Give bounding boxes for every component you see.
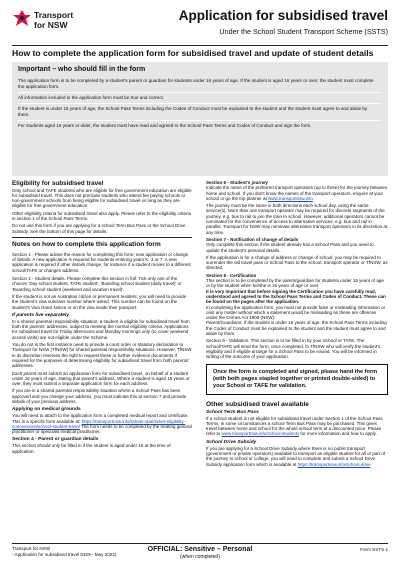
- section-2-visa-note: If the student is not an Australian citizen or permanent resident, you will need to provide the student's visa subclass number where asked. This number can be found on the student's Visa Grant Notice or on the visa inside their passport.: [12, 293, 187, 310]
- eligibility-para-1: Only school and TAFE students who are eligible for free government education are eligible for subsidised travel. This does not preclude students who attend fee paying schools or non-government schools from being eligible for subsidised travel so long as they are eligible for free government education.: [12, 187, 192, 209]
- separate-parents-para-2: You do not in the first instance need to provide a court order or statutory declaration to Transport for NSW (TfNSW) for shared parental responsibility situations. However, TfNSW in its discretion reserves the right to request these or further evidence documents if required for the purposes of determining eligibility for subsidised travel from both parents' addresses.: [12, 342, 192, 369]
- school-students-link[interactable]: www.transportnsw.info/school-students: [221, 431, 300, 437]
- section-8-para-2: It is very important that before signing the Certification you have carefully read, understood and agreed to the School Pass Terms and Codes of Conduct. These can be found on the pages after the application.: [206, 288, 386, 305]
- document-subtitle: Under the School Student Transport Scheme (SSTS): [219, 27, 388, 36]
- medical-grounds-title: Applying on medical grounds: [12, 407, 81, 413]
- classification-note: (when completed): [180, 554, 220, 560]
- medical-form-link[interactable]: https://transportnsw.info/tickets-opal/ticket-eligibility-concessions/school-student-travel: [12, 418, 186, 429]
- separate-parents-para-3: Each parent must submit an application form for subsidised travel, on behalf of a student under 16 years of age, stating that parent's address. Where a student is aged 16 years or over, they must submit a separate application form for each address.: [12, 370, 190, 387]
- section-9-note: Section 9 - Validation. This section is to be filled in by your School or TAFE. The School/TAFE will send the form, once completed, to TfNSW who will verify the student's eligibility and if eligible arrange for a School Pass to be issued. You will be informed in writing of the outcome of your application.: [206, 338, 381, 360]
- important-para-2: All information included in the application form must be true and correct.: [18, 95, 165, 100]
- section-7-para-1: Only complete this section if the student already has a School Pass and you need to update the student's personal details.: [206, 242, 374, 253]
- separate-parents-title: If parents live separately: [12, 312, 70, 318]
- divider: [18, 120, 380, 121]
- section-4-note: This section should only be filled in if the student is aged under 16 at the time of application.: [12, 443, 171, 454]
- section-4-title: Section 4 - Parent or guardian details: [12, 437, 99, 443]
- section-8-para-3: In completing the application form, you must not provide false or misleading information or omit any matter without which a statement would be misleading as these are offences under the Crimes Act 1900 (NSW).: [206, 304, 386, 321]
- divider: [18, 92, 380, 93]
- school-drive-link[interactable]: https://transportnsw.info/school-drive: [297, 461, 371, 467]
- separate-parents-para-4: If you are in a shared parental responsibility situation where a School Pass has been approved and you change your address, you must indicate this at section 7 and provide details of your previous address.: [12, 388, 187, 404]
- important-para-4: For students aged 16 years or older, the student must have read and agreed to the School Pass Terms and Codes of Conduct and sign the form.: [18, 123, 312, 128]
- medical-grounds-para: You will need to attach to the application form a completed medical report and certificate. This is a specific form available at: https://transportnsw.info/tickets-opal/ticket-eligibility-concessions/school-student-travel The form needs to be completed by the treating general practitioner or specialist medical practitioner.: [12, 413, 192, 435]
- eligibility-title: Eligibility for subsidised travel: [12, 180, 104, 187]
- classification-label: OFFICIAL: Sensitive – Personal: [147, 546, 253, 553]
- important-title: Important – who should fill in the form: [18, 66, 146, 73]
- section-8-para-4: Parent/Guardians: If the student is under 16 years of age, the School Pass Terms including the Codes of Conduct must be explained to the student and the student must agree to and abide by them.: [206, 320, 387, 337]
- section-2-note: Section 2 - Student details. Please complete this section in full. Tick only one of the choices 'Day school student, TAFE student', 'Boarding school student (daily travel)' or 'Boarding school student (weekend and vacation travel)'.: [12, 276, 182, 292]
- document-footer: [12, 546, 388, 562]
- school-drive-subsidy-para: If you are applying for a School Drive Subsidy where there is no public transport (government or private operators) available to transport an eligible student for all or part of the journey to school or college, you will need to complete and submit a School Drive Subsidy application form which is available at https://transportnsw.info/school-drive: [206, 445, 386, 467]
- transport-info-link[interactable]: www.transportnsw.info: [268, 195, 313, 201]
- section-7-para-2: If the application is for a change of address or change of school, you may be required to surrender the old travel pass or School Pass to the school, transport operator or TfNSW, as directed.: [206, 254, 388, 271]
- section-6-para-1: Indicate the name of the preferred transport operators (up to three) for the journey between home and school. If you don't know the names of the transport operators, enquire at your school or go the trip planner at www.transportnsw.info: [206, 185, 388, 201]
- document-header: [12, 8, 388, 48]
- term-bus-pass-para: If a school student is not eligible for subsidised travel under Section 1 of the School Pass Terms, in some circumstances a school Term Bus Pass may be purchased. This gives travel between home and school for the whole school term at a discounted price. Please refer to www.transportnsw.info/school-students for more information and how to apply.: [206, 415, 383, 437]
- important-box: [12, 62, 388, 176]
- section-1-note: Section 1 - Please advise the reason for completing this form: new application or change of details. A new application is required for students entering years K, 3 or 7. A new application is required if other details change, for instance if a student moves to a different school/TAFE or changes address.: [12, 251, 191, 273]
- form-number: Form SSTS 1: [360, 547, 388, 552]
- logo-line-2: for NSW: [34, 20, 68, 30]
- header-rule: [12, 45, 388, 46]
- waratah-icon: [12, 9, 32, 29]
- footer-form-ref: - Application for subsidised travel 5329 - May 2022): [12, 552, 117, 557]
- other-travel-title: Other subsidised travel available: [206, 400, 309, 408]
- section-7-title: Section 7 - Notification of change of details: [206, 236, 299, 242]
- right-column: [206, 180, 388, 467]
- footer-org: Transport for NSW: [12, 546, 51, 551]
- eligibility-para-3: Do not use this form if you are applying for a school Term Bus Pass or the School Drive Subsidy. See the bottom of this page for details.: [12, 223, 186, 234]
- hand-in-callout: Once the form is completed and signed, please hand the form (with both pages stapled together or printed double-sided) to your School or TAFE for validation.: [206, 364, 388, 395]
- divider: [12, 237, 192, 238]
- footer-rule: [12, 543, 388, 544]
- page-heading: How to complete the application form for subsidised travel and update of student details: [12, 48, 374, 58]
- eligibility-para-2: Other eligibility criteria for subsidised travel also apply. Please refer to the eligibility criteria in section 1 of the School Pass Terms.: [12, 210, 191, 221]
- divider: [18, 103, 380, 104]
- section-6-para-2: The journey must be the same in both directions each school day, using the same service(s). More than one transport operator may be required for discrete segments of the journey, e.g. bus to rail to join the train to school. However, additional operators cannot be nominated for the convenience of access to alternative services, e.g. bus and rail in parallel. Transport for NSW may nominate alternative transport operators in its discretion at any time.: [206, 203, 388, 235]
- section-6-title: Section 6 - Student's journey: [206, 180, 268, 185]
- important-para-3: If the student is under 16 years of age, the School Pass Terms including the Codes of Conduct must be explained to the student and the student must agree to and abide by them.: [18, 106, 368, 117]
- term-bus-pass-title: School Term Bus Pass: [206, 409, 259, 415]
- important-para-1: The application form is to be completed by a student's parent or guardian for students under 16 years of age. If the student is aged 16 years or over, the student must complete the application form.: [18, 78, 374, 89]
- notes-title: Notes on how to complete this application form: [12, 240, 161, 248]
- separate-parents-para-1: In a shared parental responsibility situation, a student is eligible for subsidised travel from both the parents' addresses, subject to meeting the normal eligibility criteria. Applications for subsidised travel for Friday afternoons and Monday mornings only (to cover weekend access visits) are not eligible under the Scheme.: [12, 318, 190, 340]
- document-title: Application for subsidised travel: [178, 8, 388, 23]
- tfnsw-logo: [12, 8, 82, 44]
- section-8-title: Section 8 - Certification: [206, 272, 257, 278]
- school-drive-subsidy-title: School Drive Subsidy: [206, 439, 257, 445]
- logo-line-1: Transport: [34, 10, 74, 20]
- section-8-para-1: This section is to be completed by the parent/guardian for students under 16 years of age or by the student when he/she is 16 years of age or over.: [206, 278, 384, 289]
- left-column: [12, 180, 192, 454]
